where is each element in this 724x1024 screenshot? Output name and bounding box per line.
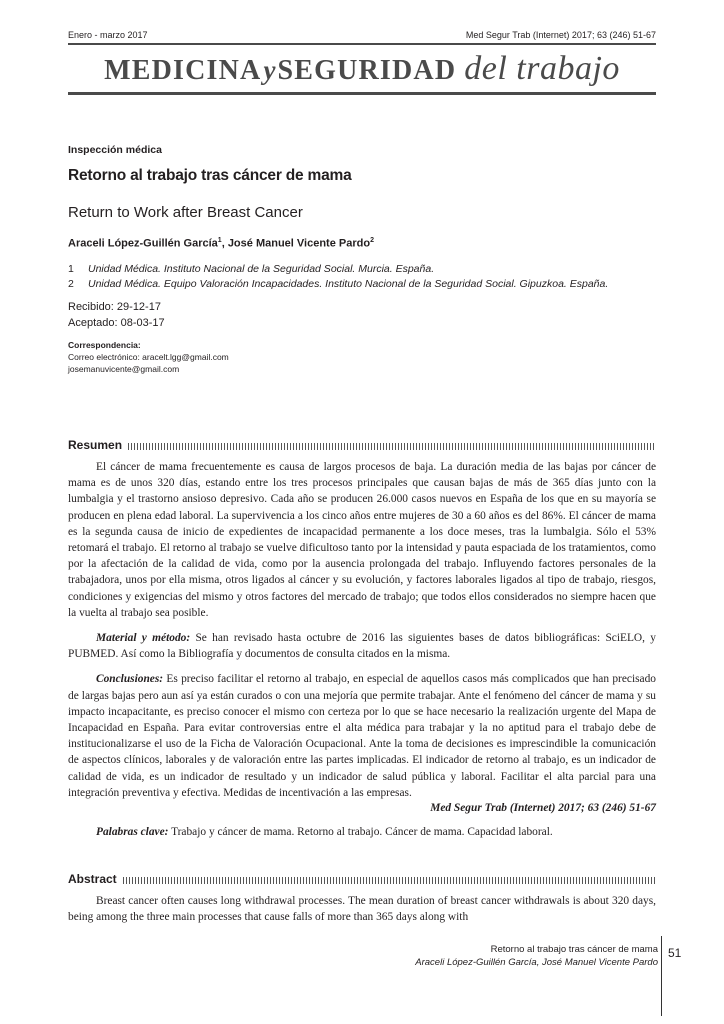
affiliation-1 (68, 263, 434, 275)
affiliation-2 (68, 278, 608, 290)
running-header-date: Enero - marzo 2017 (68, 30, 148, 40)
methods-text: Se han revisado hasta octubre de 2016 las siguientes bases de datos bibliográficas: SciELO, y PUBMED. Así como la Bibliografía y documentos de consulta citados en la misma. (68, 632, 656, 661)
footer-title: Retorno al trabajo tras cáncer de mama (490, 944, 658, 955)
footer-authors: Araceli López-Guillén García, José Manuel Vicente Pardo (415, 957, 658, 968)
methods-lead: Material y método: (96, 632, 191, 645)
conclusions-text: Es preciso facilitar el retorno al trabajo, en especial de aquellos casos más complicados que han precisado de largas bajas pero aun así ya están curados o con una mejoría que permite trabajar. Ante el fenómeno del cáncer de mama y su impacto incapacitante, es preciso conocer el mismo con certeza por lo que se hace necesario la realización urgente del Mapa de Incapacidad en España. Para evitar controversias entre el alta médica para trabajar y la no aptitud para el trabajo debe de institucionalizarse el uso de la Ficha de Valoración Ocupacional. Ante la toma de decisiones es imprescindible la comunicación de aspectos clínicos, laborales y de valoración entre las partes implicadas. El indicador de retorno al trabajo, es un indicador de calidad de vida, es un indicador de resultado y un indicador de salud pública y laboral. Facilitar el alta parcial para una integración preventiva y efectiva. Medidas de incentivación a las empresas. (68, 673, 656, 799)
abstract-body (68, 893, 656, 925)
correspondence-email-1[interactable]: Correo electrónico: aracelt.lgg@gmail.com (68, 352, 229, 362)
masthead-del-trabajo: del trabajo (464, 50, 620, 87)
resumen-heading (68, 436, 656, 452)
section-label: Inspección médica (68, 144, 162, 156)
resumen-heading-dots (128, 443, 656, 450)
received-date: Recibido: 29-12-17 (68, 301, 161, 313)
footer-divider (661, 936, 662, 1016)
correspondence-email-2[interactable]: josemanuvicente@gmail.com (68, 364, 180, 374)
article-title-es: Retorno al trabajo tras cáncer de mama (68, 167, 352, 184)
author-separator: , (221, 237, 228, 250)
author-1: Araceli López-Guillén García (68, 237, 218, 250)
abstract-paragraph-1: Breast cancer often causes long withdrawal processes. The mean duration of breast cancer withdrawals is about 320 days, being among the three main processes that cause falls of more than 365 days along with (68, 895, 656, 924)
abstract-heading-dots (123, 877, 656, 884)
article-title-en: Return to Work after Breast Cancer (68, 204, 303, 221)
masthead-rule (68, 92, 656, 95)
resumen-paragraph-1: El cáncer de mama frecuentemente es causa de largos procesos de baja. La duración media de las bajas por cáncer de mama es de unos 320 días, estando entre los tres procesos principales que causan bajas de más de 365 días junto con la lumbalgia y el trastorno ansioso depresivo. Cada año se producen 26.000 casos nuevos en España de los que en su mayoría se producen en plena edad laboral. La supervivencia a los cinco años entre mujeres de 30 a 60 años es del 86%. El cáncer de mama es la segunda causa de inicio de expedientes de incapacidad permanente a los doce meses, tras la lumbalgia. Sólo el 53% retomará el trabajo. El retorno al trabajo se vuelve dificultoso tanto por la intensidad y pauta espaciada de los tratamientos, como por la afectación de la calidad de vida, como por la ausencia prolongada del trabajo. Influyendo factores personales de la trabajadora, unos por ella misma, otros ligados al cáncer y su evolución, y factores laborales ligados al tipo de trabajo, riesgos, condiciones y exigencias del mismo y otros factores del mercado de trabajo; que todos ellos considerados no siempre hacen que la vuelta al trabajo sea posible. (68, 461, 656, 619)
abstract-heading (68, 870, 656, 886)
resumen-paragraph-methods (68, 630, 656, 662)
masthead-medicina: MEDICINA (104, 55, 262, 86)
keywords-text: Trabajo y cáncer de mama. Retorno al trabajo. Cáncer de mama. Capacidad laboral. (168, 826, 553, 838)
author-2-affiliation-mark: 2 (370, 237, 374, 244)
resumen-body (68, 459, 656, 801)
affiliation-1-number: 1 (68, 263, 74, 275)
masthead-seguridad: SEGURIDAD (277, 55, 457, 86)
abstract-heading-label: Abstract (68, 872, 117, 886)
author-list (68, 237, 374, 250)
page-number: 51 (668, 946, 682, 960)
author-1-affiliation-mark: 1 (217, 237, 222, 244)
running-header-citation: Med Segur Trab (Internet) 2017; 63 (246) 51-67 (465, 30, 656, 40)
masthead-y: y (263, 55, 276, 85)
resumen-citation: Med Segur Trab (Internet) 2017; 63 (246) 51-67 (430, 802, 656, 814)
resumen-paragraph-conclusions (68, 671, 656, 801)
journal-masthead (68, 50, 656, 92)
affiliation-2-text: Unidad Médica. Equipo Valoración Incapacidades. Instituto Nacional de la Seguridad Social. Gipuzkoa. España. (88, 278, 609, 290)
author-2: José Manuel Vicente Pardo (227, 237, 371, 250)
header-rule (68, 43, 656, 45)
correspondence-label: Correspondencia: (68, 340, 141, 350)
conclusions-lead: Conclusiones: (96, 673, 164, 686)
affiliation-2-number: 2 (68, 278, 74, 290)
keywords-lead: Palabras clave: (96, 826, 169, 838)
affiliation-1-text: Unidad Médica. Instituto Nacional de la Seguridad Social. Murcia. España. (88, 263, 435, 275)
keywords (96, 826, 553, 838)
accepted-date: Aceptado: 08-03-17 (68, 317, 165, 329)
resumen-heading-label: Resumen (68, 438, 123, 452)
